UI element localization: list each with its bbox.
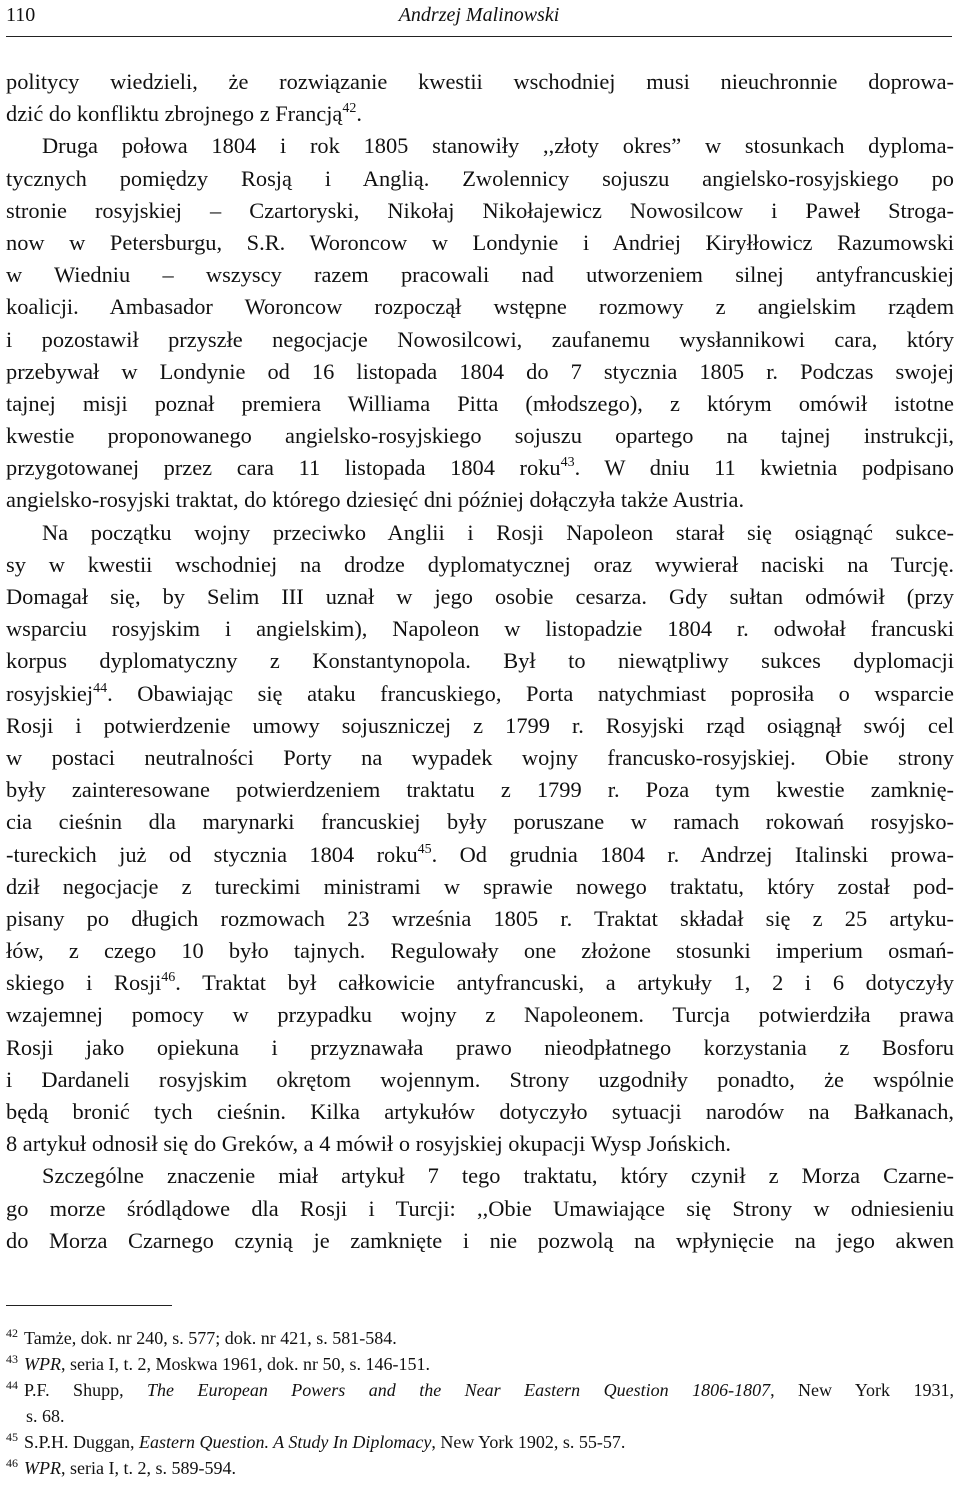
text-line: Domagał się, by Selim III uznał w jego osobie cesarza. Gdy sułtan odmówił (przy	[6, 584, 954, 609]
text-line: łów, z czego 10 było tajnych. Regulowały one złożone stosunki imperium osmań-	[6, 938, 954, 964]
text-line: Szczególne znaczenie miał artykuł 7 tego traktatu, który czynił z Morza Czarne-	[42, 1163, 954, 1189]
text-line: w postaci neutralności Porty na wypadek wojny francusko-rosyjskiej. Obie strony	[6, 744, 954, 770]
text-line: now w Petersburgu, S.R. Woroncow w Londynie i Andriej Kiryłłowicz Razumowski	[6, 229, 954, 255]
text-line: tycznych pomiędzy Rosją i Anglią. Zwolennicy sojuszu angielsko-rosyjskiego po	[6, 165, 954, 191]
text-line: wsparciu rosyjskim i angielskim), Napoleon w listopadzie 1804 r. odwołał francuski	[6, 616, 954, 642]
text-line: były zainteresowane potwierdzeniem traktatu z 1799 r. Poza tym kwestie zamknię-	[6, 777, 954, 803]
footnote-ref-42[interactable]: 42	[342, 101, 357, 117]
text-line: korpus dyplomatyczny z Konstantynopola. Był to niewątpliwy sukces dyplomacji	[6, 648, 954, 674]
footnote-42: $^{42}$ Tamże, dok. nr 240, s. 577; dok. nr 421, s. 581-584.	[6, 1326, 397, 1348]
footnote-45: $^{45}$ S.P.H. Duggan, Eastern Question. A Study In Diplomacy, New York 1902, s. 55-57.	[6, 1430, 626, 1452]
text-line: przygotowanej przez cara 11 listopada 1804 roku$^{43}$. W dniu 11 kwietnia podpisano	[6, 455, 954, 481]
text-line: przebywał w Londynie od 16 listopada 1804 do 7 stycznia 1805 r. Podczas swojej	[6, 358, 954, 384]
footnote-46: $^{46}$ WPR, seria I, t. 2, s. 589-594.	[6, 1456, 236, 1478]
text-line: sy w kwestii wschodniej na drodze dyplomatycznej oraz wywierał naciski na Turcję.	[6, 551, 954, 577]
text-line: Na początku wojny przeciwko Anglii i Rosji Napoleon starał się osiągnąć sukce-	[42, 519, 954, 545]
text-line: -tureckich już od stycznia 1804 roku$^{45}$. Od grudnia 1804 r. Andrzej Italinski prowa-	[6, 841, 955, 867]
text-line: dził negocjacje z tureckimi ministrami w sprawie nowego traktatu, który został pod-	[6, 873, 954, 899]
text-line: skiego i Rosji$^{46}$. Traktat był całkowicie antyfrancuski, a artykuły 1, 2 i 6 dotyczyły	[6, 970, 954, 996]
text-line: Rosji i potwierdzenie umowy sojuszniczej z 1799 r. Rosyjski rząd osiągnął swój cel	[6, 712, 954, 738]
header-rule	[6, 36, 952, 37]
text-line: go morze śródlądowe dla Rosji i Turcji: ,,Obie Umawiające się Strony w odniesieniu	[6, 1195, 954, 1221]
footnotes	[6, 1325, 954, 1481]
footnote-ref-46[interactable]: 46	[161, 970, 176, 986]
footnote-43: $^{43}$ WPR, seria I, t. 2, Moskwa 1961, dok. nr 50, s. 146-151.	[6, 1352, 430, 1374]
footnote-ref-43[interactable]: 43	[560, 455, 575, 471]
text-line: Rosji jako opiekuna i przyznawała prawo nieodpłatnego korzystania z Bosforu	[6, 1034, 954, 1060]
text-line: angielsko-rosyjski traktat, do którego dziesięć dni później dołączyła także Austria.	[6, 487, 745, 513]
text-line: cia cieśnin dla marynarki francuskiej były poruszane w ramach rokowań rosyjsko-	[6, 809, 954, 835]
text-line: rosyjskiej$^{44}$. Obawiając się ataku francuskiego, Porta natychmiast poprosiła o wsparcie	[6, 680, 954, 706]
text-line: i Dardaneli rosyjskim okrętom wojennym. Strony uzgodniły ponadto, że wspólnie	[6, 1066, 954, 1092]
text-line: dzić do konfliktu zbrojnego z Francją$^{42}$.	[6, 101, 362, 127]
text-line: Druga połowa 1804 i rok 1805 stanowiły ,,złoty okres” w stosunkach dyploma-	[42, 133, 954, 159]
text-line: będą bronić tych cieśnin. Kilka artykułów dotyczyło sytuacji narodów na Bałkanach,	[6, 1099, 954, 1124]
text-line: tajnej misji poznał premiera Williama Pitta (młodszego), z którym omówił istotne	[6, 390, 954, 416]
running-title: Andrzej Malinowski	[398, 4, 560, 26]
text-line: pisany po długich rozmowach 23 września 1805 r. Traktat składał się z 25 artyku-	[6, 905, 954, 931]
footnote-44-continuation: s. 68.	[26, 1406, 65, 1426]
text-line: i pozostawił przyszłe negocjacje Nowosilcowi, zaufanemu wysłannikowi cara, który	[6, 326, 954, 352]
footnote-rule	[6, 1305, 172, 1306]
body-text	[6, 66, 954, 1257]
page-header	[6, 0, 952, 38]
text-line: kwestie proponowanego angielsko-rosyjskiego sojuszu opartego na tajnej instrukcji,	[6, 423, 954, 449]
text-line: w Wiedniu – wszyscy razem pracowali nad utworzeniem silnej antyfrancuskiej	[6, 262, 954, 288]
text-line: politycy wiedzieli, że rozwiązanie kwestii wschodniej musi nieuchronnie doprowa-	[6, 69, 954, 94]
footnote-ref-45[interactable]: 45	[417, 841, 432, 857]
text-line: wzajemnej pomocy w przypadku wojny z Napoleonem. Turcja potwierdziła prawa	[6, 1002, 954, 1028]
footnote-44: $^{44}$ P.F. Shupp, The European Powers and the Near Eastern Question 1806-1807, New York 1931,	[6, 1378, 954, 1400]
page-number: 110	[6, 4, 36, 26]
text-line: 8 artykuł odnosił się do Greków, a 4 mówił o rosyjskiej okupacji Wysp Jońskich.	[6, 1131, 732, 1157]
footnote-ref-44[interactable]: 44	[93, 680, 108, 696]
text-line: koalicji. Ambasador Woroncow rozpoczął wstępne rozmowy z angielskim rządem	[6, 294, 954, 320]
text-line: do Morza Czarnego czynią je zamknięte i nie pozwolą na wpłynięcie na jego akwen	[6, 1227, 954, 1253]
text-line: stronie rosyjskiej – Czartoryski, Nikołaj Nikołajewicz Nowosilcow i Paweł Stroga-	[6, 197, 954, 223]
